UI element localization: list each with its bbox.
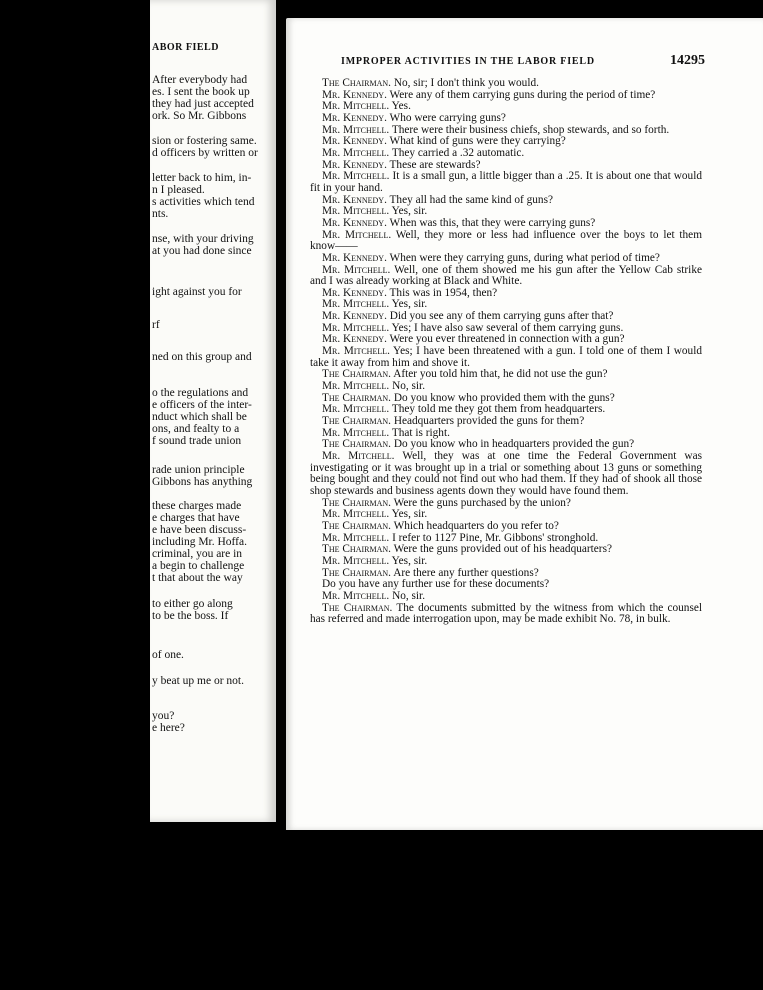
speaker-name: The Chairman. xyxy=(322,496,391,509)
speech-text: Were the guns purchased by the union? xyxy=(393,496,571,509)
speaker-name: Mr. Mitchell. xyxy=(322,345,390,358)
right-page xyxy=(286,18,763,830)
speaker-name: Mr. Mitchell. xyxy=(322,263,391,276)
left-page-line: e officers of the inter- xyxy=(152,399,252,411)
speaker-name: Mr. Kennedy. xyxy=(322,286,387,299)
left-page-line: sion or fostering same. xyxy=(152,135,257,147)
speech-text: They all had the same kind of guns? xyxy=(389,193,553,206)
left-page-line: o the regulations and xyxy=(152,387,249,399)
speech-text: No, sir. xyxy=(392,589,426,602)
left-page-line: rf xyxy=(152,319,160,331)
speech-text: Well, one of them showed me his gun after the Yellow Cab strike and I was already working at Black and White. xyxy=(310,263,702,288)
speaker-name: The Chairman. xyxy=(322,438,391,451)
speech-text: Yes; I have been threatened with a gun. I told one of them I would take it away from him and shove it. xyxy=(310,345,702,369)
speech-text: Do you know who in headquarters provided the gun? xyxy=(393,438,635,451)
speaker-name: Mr. Mitchell. xyxy=(322,298,390,311)
left-page-line: e have been discuss- xyxy=(152,524,247,536)
left-page-line: After everybody had xyxy=(152,74,248,86)
speech-text: Yes, sir. xyxy=(391,205,428,218)
speaker-name: The Chairman. xyxy=(322,77,391,89)
speaker-name: Mr. Mitchell. xyxy=(322,403,390,416)
speech-text: No, sir; I don't think you would. xyxy=(393,77,539,89)
speaker-name: Mr. Kennedy. xyxy=(322,135,387,148)
transcript-paragraph xyxy=(310,171,702,194)
left-page-fragment xyxy=(150,0,276,822)
speech-text: Were the guns provided out of his headquarters? xyxy=(393,543,612,556)
speaker-name: Mr. Kennedy. xyxy=(322,158,387,171)
left-page-line: to either go along xyxy=(152,598,233,610)
speaker-name: Mr. Mitchell. xyxy=(322,205,390,218)
speaker-name: The Chairman. xyxy=(322,519,391,532)
left-page-line: nts. xyxy=(152,208,169,220)
speaker-name: Mr. Mitchell. xyxy=(322,123,390,136)
left-page-line: Gibbons has anything xyxy=(152,476,253,488)
speech-text: When was this, that they were carrying guns? xyxy=(389,216,596,229)
left-page-line: nduct which shall be xyxy=(152,411,247,423)
speech-text: Well, they more or less had influence over the boys to let them know—— xyxy=(310,228,702,253)
speaker-name: Mr. Kennedy. xyxy=(322,251,387,264)
left-page-line: rade union principle xyxy=(152,464,245,476)
speech-text: They carried a .32 automatic. xyxy=(391,146,525,159)
speech-text: It is a small gun, a little bigger than a .25. It is about one that would fit in your hand. xyxy=(310,170,702,194)
speech-text: What kind of guns were they carrying? xyxy=(389,135,566,148)
speech-text: When were they carrying guns, during what period of time? xyxy=(389,251,660,264)
left-page-line: of one. xyxy=(152,649,184,661)
speech-text: Do you know who provided them with the guns? xyxy=(393,391,615,404)
transcript-paragraph xyxy=(310,230,702,253)
speech-text: That is right. xyxy=(391,426,450,439)
speech-text: This was in 1954, then? xyxy=(389,286,498,299)
speaker-name: The Chairman. xyxy=(322,415,391,428)
speaker-name: Mr. Kennedy. xyxy=(322,88,387,101)
speech-text: These are stewards? xyxy=(389,158,481,171)
left-page-line: they had just accepted xyxy=(152,98,254,110)
speaker-name: Mr. Kennedy. xyxy=(322,333,387,346)
speaker-name: Mr. Mitchell. xyxy=(322,508,390,521)
speech-text: Yes. xyxy=(391,100,411,113)
speaker-name: Mr. Mitchell. xyxy=(322,589,390,602)
page-number: 14295 xyxy=(670,53,705,68)
speaker-name: Mr. Mitchell. xyxy=(322,170,390,183)
speech-text: Do you have any further use for these documents? xyxy=(322,578,550,591)
left-page-line: ight against you for xyxy=(152,286,242,298)
speaker-name: The Chairman. xyxy=(322,368,391,381)
speech-text: Did you see any of them carrying guns after that? xyxy=(389,310,614,323)
left-page-line: these charges made xyxy=(152,500,242,512)
speaker-name: The Chairman. xyxy=(322,566,391,579)
speaker-name: Mr. Mitchell. xyxy=(322,228,392,241)
speech-text: There were their business chiefs, shop stewards, and so forth. xyxy=(391,123,670,136)
left-page-line: d officers by written or xyxy=(152,147,258,159)
left-page-line: ned on this group and xyxy=(152,351,252,363)
speech-text: Who were carrying guns? xyxy=(389,111,506,124)
speech-text: Well, they was at one time the Federal Government was investigating or it was brought up in a trial or something about 13 guns or something being bought and they could not find out who had them. If they had of shook all those shop stewards and business agents down they would have found them. xyxy=(310,450,702,497)
left-page-line: t that about the way xyxy=(152,572,243,584)
transcript-paragraph xyxy=(310,603,702,626)
speech-text: They told me they got them from headquarters. xyxy=(391,403,606,416)
left-page-line: s activities which tend xyxy=(152,196,255,208)
speaker-name: The Chairman. xyxy=(322,601,393,614)
speaker-name: Mr. Kennedy. xyxy=(322,193,387,206)
speaker-name: Mr. Kennedy. xyxy=(322,310,387,323)
transcript-paragraph xyxy=(310,265,702,288)
left-page-line: ons, and fealty to a xyxy=(152,423,240,435)
speech-text: No, sir. xyxy=(392,380,426,393)
speaker-name: Mr. Kennedy. xyxy=(322,216,387,229)
left-page-line: n I pleased. xyxy=(152,184,205,196)
running-head xyxy=(341,53,705,68)
transcript-paragraph xyxy=(310,346,702,369)
speaker-name: Mr. Mitchell. xyxy=(322,380,390,393)
running-head-title: IMPROPER ACTIVITIES IN THE LABOR FIELD xyxy=(341,56,595,67)
speech-text: Which headquarters do you refer to? xyxy=(393,519,559,532)
speaker-name: Mr. Mitchell. xyxy=(322,146,390,159)
speech-text: The documents submitted by the witness from which the counsel has referred and made interrogation upon, may be made exhibit No. 78, in bulk. xyxy=(310,601,702,626)
speaker-name: Mr. Mitchell. xyxy=(322,450,395,462)
left-page-line: y beat up me or not. xyxy=(152,675,244,687)
left-page-line: a begin to challenge xyxy=(152,560,245,572)
left-page-line: es. I sent the book up xyxy=(152,86,250,98)
speech-text: After you told him that, he did not use the gun? xyxy=(393,368,608,381)
left-page-line: including Mr. Hoffa. xyxy=(152,536,247,548)
speaker-name: Mr. Mitchell. xyxy=(322,426,390,439)
speaker-name: Mr. Mitchell. xyxy=(322,100,390,113)
left-page-running-head: ABOR FIELD xyxy=(152,42,219,53)
left-page-line: criminal, you are in xyxy=(152,548,243,560)
left-page-line: at you had done since xyxy=(152,245,252,257)
speech-text: Headquarters provided the guns for them? xyxy=(393,415,585,428)
page-gutter xyxy=(276,0,286,990)
left-page-line: nse, with your driving xyxy=(152,233,254,245)
speech-text: Yes, sir. xyxy=(391,508,428,521)
transcript-paragraph xyxy=(310,451,702,498)
left-page-line: ork. So Mr. Gibbons xyxy=(152,110,247,122)
speech-text: I refer to 1127 Pine, Mr. Gibbons' stronghold. xyxy=(392,531,599,544)
speaker-name: Mr. Mitchell. xyxy=(322,321,390,334)
speech-text: Were you ever threatened in connection with a gun? xyxy=(389,333,625,346)
transcript-body xyxy=(310,78,702,626)
speech-text: Are there any further questions? xyxy=(393,566,539,579)
speech-text: Yes; I have also saw several of them carrying guns. xyxy=(391,321,624,334)
left-page-line: f sound trade union xyxy=(152,435,242,447)
speaker-name: Mr. Kennedy. xyxy=(322,111,387,124)
speaker-name: The Chairman. xyxy=(322,391,391,404)
speech-text: Were any of them carrying guns during the period of time? xyxy=(389,88,656,101)
speech-text: Yes, sir. xyxy=(391,298,428,311)
speaker-name: Mr. Mitchell. xyxy=(322,554,390,567)
speaker-name: The Chairman. xyxy=(322,543,391,556)
left-page-line: e charges that have xyxy=(152,512,240,524)
speech-text: Yes, sir. xyxy=(391,554,428,567)
left-page-line: letter back to him, in- xyxy=(152,172,252,184)
left-page-line: e here? xyxy=(152,722,185,734)
left-page-line: you? xyxy=(152,710,175,722)
speaker-name: Mr. Mitchell. xyxy=(322,531,390,544)
left-page-line: to be the boss. If xyxy=(152,610,229,622)
